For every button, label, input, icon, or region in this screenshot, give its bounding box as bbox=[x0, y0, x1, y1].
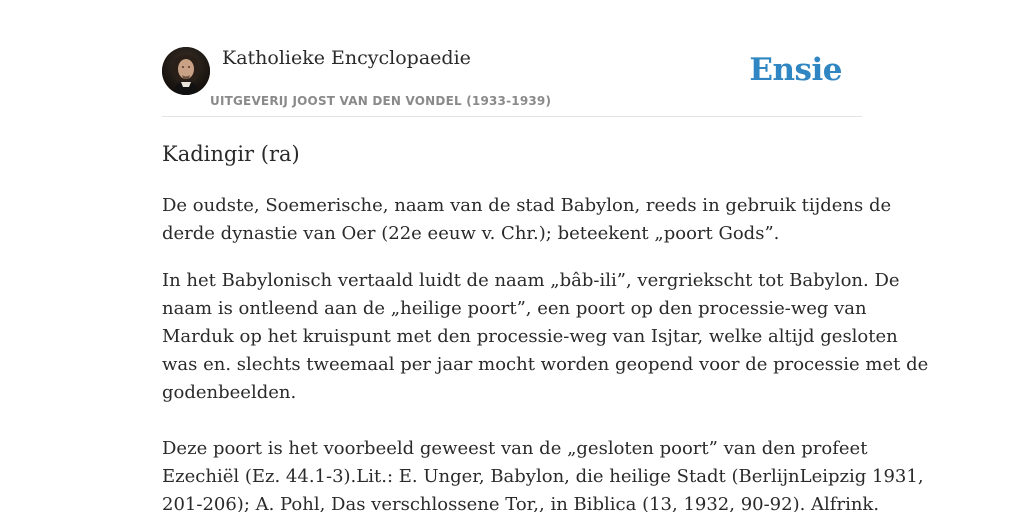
paragraph-1-line-1: De oudste, Soemerische, naam van de stad Babylon, reeds in gebruik tijdens de bbox=[162, 195, 892, 216]
article-title: Kadingir (ra) bbox=[162, 142, 300, 166]
paragraph-2-line-5: godenbeelden. bbox=[162, 382, 297, 403]
paragraph-3-line-2: Ezechiël (Ez. 44.1-3).Lit.: E. Unger, Babylon, die heilige Stadt (BerlijnLeipzig 1931, bbox=[162, 466, 924, 487]
brand-logo-link[interactable]: Ensie bbox=[749, 52, 842, 88]
portrait-avatar-icon[interactable] bbox=[162, 47, 210, 95]
paragraph-2-line-4: was en. slechts tweemaal per jaar mocht worden geopend voor de processie met de bbox=[162, 354, 929, 375]
paragraph-3-line-3: 201-206); A. Pohl, Das verschlossene Tor,, in Biblica (13, 1932, 90-92). Alfrink. bbox=[162, 494, 880, 512]
site-title[interactable]: Katholieke Encyclopaedie bbox=[222, 47, 471, 69]
portrait-image bbox=[162, 47, 210, 95]
paragraph-3-line-1: Deze poort is het voorbeeld geweest van de „gesloten poort” van den profeet bbox=[162, 438, 868, 459]
site-header bbox=[162, 44, 862, 117]
paragraph-1-line-2: derde dynastie van Oer (22e eeuw v. Chr.); beteekent „poort Gods”. bbox=[162, 223, 780, 244]
paragraph-2-line-3: Marduk op het kruispunt met den processie-weg van Isjtar, welke altijd gesloten bbox=[162, 326, 898, 347]
article-body bbox=[162, 138, 929, 512]
paragraph-2-line-1: In het Babylonisch vertaald luidt de naam „bâb-ili”, vergriekscht tot Babylon. De bbox=[162, 270, 900, 291]
paragraph-2-line-2: naam is ontleend aan de „heilige poort”, een poort op den processie-weg van bbox=[162, 298, 867, 319]
publisher-label: UITGEVERIJ JOOST VAN DEN VONDEL (1933-1939) bbox=[210, 94, 552, 108]
